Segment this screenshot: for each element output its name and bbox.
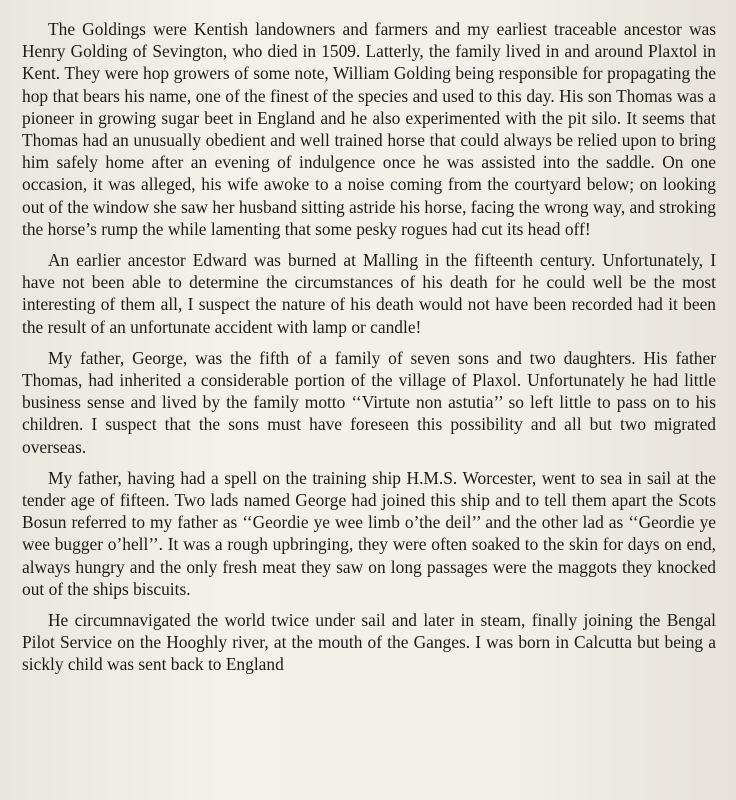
- paragraph-golding-ancestry: The Goldings were Kentish landowners and farmers and my earliest traceable ancestor was Henry Golding of Sevington, who died in 1509. Latterly, the family lived in and around Plaxtol in Kent. They were hop growers of some note, William Golding being responsible for propagating the hop that bears his name, one of the finest of the species and used to this day. His son Thomas was a pioneer in growing sugar beet in England and he also experimented with the pit silo. It seems that Thomas had an unusually obedient and well trained horse that could always be relied upon to bring him safely home after an evening of indulgence once he was assisted into the saddle. On one occasion, it was alleged, his wife awoke to a noise coming from the courtyard below; on looking out of the window she saw her husband sitting astride his horse, facing the wrong way, and stroking the horse’s rump the while lamenting that some pesky rogues had cut its head off!: [22, 19, 716, 239]
- paragraph-father-george: My father, George, was the fifth of a family of seven sons and two daughters. His father Thomas, had inherited a considerable portion of the village of Plaxol. Unfortunately he had little business sense and lived by the family motto ‘‘Virtute non astutia’’ so left little to pass on to his children. I suspect that the sons must have foreseen this possibility and all but two migrated overseas.: [22, 347, 716, 457]
- paragraph-circumnavigation: He circumnavigated the world twice under sail and later in steam, finally joining the Bengal Pilot Service on the Hooghly river, at the mouth of the Ganges. I was born in Calcutta but being a sickly child was sent back to England: [22, 610, 716, 675]
- paragraph-training-ship: My father, having had a spell on the training ship H.M.S. Worcester, went to sea in sail at the tender age of fifteen. Two lads named George had joined this ship and to tell them apart the Scots Bosun referred to my father as ‘‘Geordie ye wee limb o’the deil’’ and the other lad as ‘‘Geordie ye wee bugger o’hell’’. It was a rough upbringing, they were often soaked to the skin for days on end, always hungry and the only fresh meat they saw on long passages were the maggots they knocked out of the ships biscuits.: [22, 467, 716, 599]
- paragraph-edward-ancestor: An earlier ancestor Edward was burned at Malling in the fifteenth century. Unfortunately, I have not been able to determine the circumstances of his death for he could well be the most interesting of them all, I suspect the nature of his death would not have been recorded had it been the result of an unfortunate accident with lamp or candle!: [22, 250, 716, 337]
